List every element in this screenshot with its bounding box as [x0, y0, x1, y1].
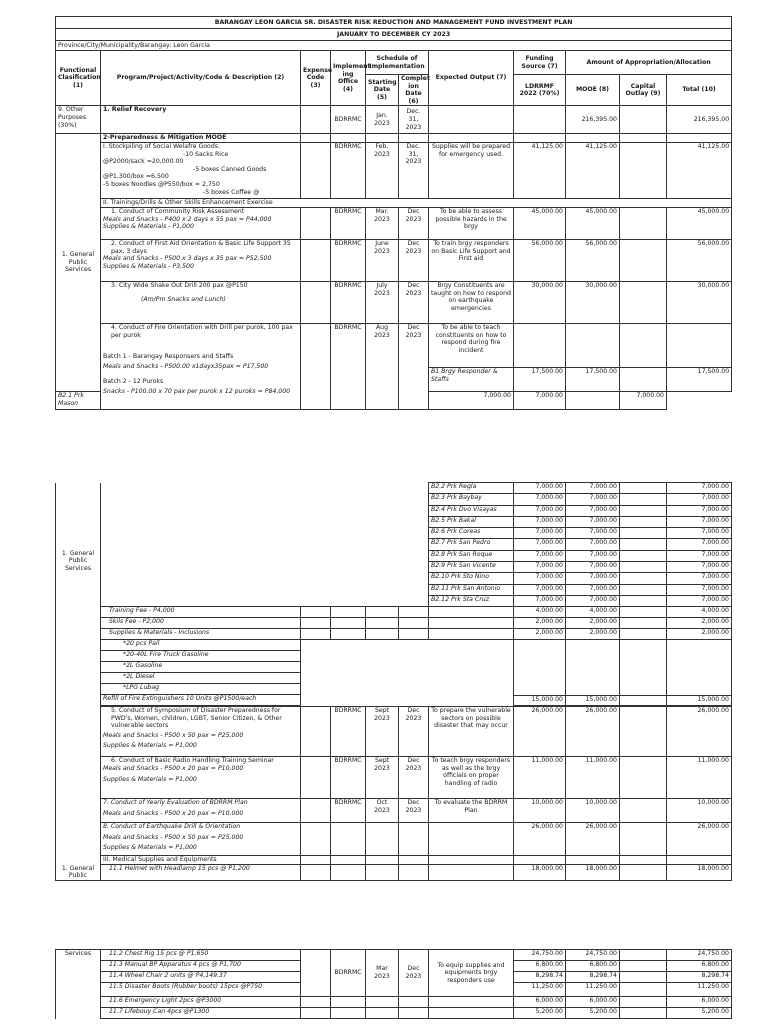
table-cell: BDRRMC [331, 281, 366, 323]
table-cell: 5,200.00 [514, 1008, 566, 1019]
table-cell: BDRRMC [331, 106, 366, 134]
table-cell: BDRRMC [331, 142, 366, 198]
table-cell: 7,000.00 [514, 505, 566, 516]
table-cell: 41,125.00 [566, 142, 620, 198]
col-capital: Capital Outlay (9) [620, 75, 667, 106]
table-cell: 2,000.00 [514, 629, 566, 640]
plan-title: BARANGAY LEON GARCIA SR. DISASTER RISK REDUCTION AND MANAGEMENT FUND INVESTMENT PLAN [56, 17, 732, 29]
table-cell: 6,800.00 [566, 961, 620, 972]
table-cell: Oct 2023 [366, 799, 399, 823]
table-cell: To evaluate the BDRRM Plan [429, 799, 514, 823]
table-cell: To train brgy responders on Basic Life Support and First aid [429, 239, 514, 281]
table-cell: 45,000.00 [514, 207, 566, 239]
table-cell: Dec. 31, 2023 [399, 142, 429, 198]
table-cell: 17,500.00 [667, 367, 732, 391]
table-cell: 8. Conduct of Earthquake Drill & Orientation [103, 823, 241, 831]
table-cell: 2,000.00 [667, 629, 732, 640]
table-cell: 24,750.00 [566, 950, 620, 961]
table-cell: 26,000.00 [566, 707, 620, 757]
table-cell: B2.5 Prk Bakal [429, 516, 514, 527]
col-total: Total (10) [667, 75, 732, 106]
table-cell: 26,000.00 [514, 707, 566, 757]
table-cell: 7,000.00 [566, 595, 620, 606]
table-cell: 7,000.00 [667, 483, 732, 494]
program-risk-assessment [101, 207, 301, 239]
col-completion: Complet ion Date (6) [399, 75, 429, 106]
table-cell: 8,298.74 [514, 972, 566, 983]
table-cell: Meals and Snacks - P500 x 3 days x 35 pax = P52,500 [103, 255, 272, 263]
table-cell: 3. City Wide Shake Out Drill 200 pax @P150 [111, 281, 248, 289]
table-cell: Supplies & Materials = P1,000 [103, 776, 197, 784]
plan-table-continued [55, 482, 732, 706]
table-cell: 15,000.00 [667, 696, 732, 707]
table-cell: B2.8 Prk San Roque [429, 550, 514, 561]
table-row [56, 198, 732, 207]
table-cell: Supplies & Materials = P1,000 [103, 844, 197, 852]
table-cell: 5,200.00 [566, 1008, 620, 1019]
table-cell: 7,000.00 [566, 516, 620, 527]
table-row [56, 618, 732, 629]
table-cell: 7,000.00 [566, 584, 620, 595]
program-fire-orientation [101, 323, 301, 409]
func-other-purposes: 9. Other Purposes (30%) [56, 106, 101, 134]
table-cell: 11.3 Manual BP Apparatus 4 pcs @ P1,700 [101, 961, 301, 972]
program-shake-out-drill [101, 281, 301, 323]
table-cell: 45,000.00 [566, 207, 620, 239]
table-cell: 4,000.00 [667, 607, 732, 618]
table-cell: Jan. 2023 [366, 106, 399, 134]
program-relief: 1. Relief Recovery [101, 106, 301, 134]
table-cell: 17,500.00 [514, 367, 566, 391]
program-stockpile [101, 142, 301, 198]
table-cell: Supplies will be prepared for emergency used. [429, 142, 514, 198]
table-cell: -10 Sacks Rice [183, 150, 229, 158]
table-cell: Dec 2023 [399, 281, 429, 323]
table-cell: *2L Diesel [101, 673, 301, 684]
table-cell: Meals and Snacks - P500.00 x1dayx35pax = P17,500 [103, 362, 269, 370]
table-cell: 2,000.00 [566, 629, 620, 640]
table-row [56, 823, 732, 856]
table-cell: 18,000.00 [514, 865, 566, 881]
table-cell: 7,000.00 [514, 483, 566, 494]
table-cell: 7,000.00 [667, 550, 732, 561]
table-cell: 30,000.00 [566, 281, 620, 323]
table-cell: 15,000.00 [514, 696, 566, 707]
table-cell: 7. Conduct of Yearly Evaluation of BDRRM Plan [103, 799, 248, 807]
table-cell: 2,000.00 [667, 618, 732, 629]
table-cell: Dec 2023 [399, 323, 429, 409]
table-cell: Meals and Snacks - P500 x 20 pax = P10,000 [103, 764, 244, 772]
table-cell: 7,000.00 [667, 584, 732, 595]
table-cell: *20-40L Fire Truck Gasoline [101, 651, 301, 662]
table-cell: 7,000.00 [514, 516, 566, 527]
table-cell: 5,200.00 [667, 1008, 732, 1019]
table-cell: (Am/Pm Snacks and Lunch) [141, 295, 226, 303]
table-cell: To equip supplies and equipments brgy responders use [429, 950, 514, 997]
table-cell: 7,000.00 [514, 562, 566, 573]
col-start: Starting Date (5) [366, 75, 399, 106]
table-cell: 6. Conduct of Basic Radio Handling Training Seminar [111, 757, 274, 765]
table-cell: 24,750.00 [514, 950, 566, 961]
table-cell: 11,000.00 [566, 757, 620, 799]
table-cell: 24,750.00 [667, 950, 732, 961]
table-cell: 11,250.00 [667, 983, 732, 997]
table-cell: Supplies & Materials = P1,000 [103, 741, 197, 749]
table-cell: Meals and Snacks - P500 x 50 pax = P25,000 [103, 833, 244, 841]
table-cell: B2.3 Prk Baybay [429, 494, 514, 505]
table-row [56, 323, 732, 367]
table-cell: 7,000.00 [514, 391, 566, 409]
table-cell: Mar. 2023 [366, 207, 399, 239]
table-cell: 7,000.00 [667, 494, 732, 505]
table-cell: 10,000.00 [667, 799, 732, 823]
table-cell: 7,000.00 [514, 528, 566, 539]
table-cell: 4,000.00 [566, 607, 620, 618]
plan-table-activities [55, 695, 732, 881]
table-cell: Meals and Snacks - P400 x 2 days x 55 pax = P44,000 [103, 215, 272, 223]
table-cell: BDRRMC [331, 207, 366, 239]
table-row [56, 239, 732, 281]
table-cell: 7,000.00 [566, 483, 620, 494]
table-cell: Dec 2023 [399, 207, 429, 239]
table-cell: 7,000.00 [514, 573, 566, 584]
table-cell: 45,000.00 [667, 207, 732, 239]
table-cell: 7,000.00 [514, 550, 566, 561]
table-cell: B2.4 Prk Dvo Visayas [429, 505, 514, 516]
func-general-public-short: 1. General Public [56, 865, 101, 881]
table-cell: BDRRMC [331, 950, 366, 997]
program-bdrrm-evaluation [101, 799, 301, 823]
table-cell: 6,000.00 [566, 997, 620, 1008]
table-cell: 7,000.00 [566, 494, 620, 505]
table-row [56, 134, 732, 143]
table-row [56, 757, 732, 799]
list-item [56, 640, 732, 651]
table-cell: 56,000.00 [514, 239, 566, 281]
table-cell: 56,000.00 [566, 239, 620, 281]
table-cell: 10,000.00 [514, 799, 566, 823]
table-row [56, 106, 732, 134]
table-cell: Refill of Fire Extinguishers 10 Units @P1500/each [101, 695, 301, 706]
table-cell: 6,800.00 [514, 961, 566, 972]
table-cell: Sept 2023 [366, 757, 399, 799]
table-cell: Dec 2023 [399, 799, 429, 823]
program-first-aid [101, 239, 301, 281]
table-cell: 7,000.00 [667, 505, 732, 516]
table-cell: *20 pcs Pail [101, 640, 301, 651]
table-row [56, 607, 732, 618]
table-cell: 216,395.00 [566, 106, 620, 134]
table-cell: Sept 2023 [366, 707, 399, 757]
table-cell: 7,000.00 [667, 528, 732, 539]
table-cell: *LPG Lubag [101, 684, 301, 695]
table-cell: 7,000.00 [514, 595, 566, 606]
table-cell: 7,000.00 [514, 584, 566, 595]
table-cell: 11.5 Disaster Boots (Rubber boots) 15pcs @P750 [101, 983, 301, 997]
col-output: Expected Output (7) [429, 51, 514, 106]
table-cell: 2,000.00 [566, 618, 620, 629]
col-functional: Functional Clasification (1) [56, 51, 101, 106]
table-cell: 4,000.00 [514, 607, 566, 618]
table-cell: 7,000.00 [566, 550, 620, 561]
col-ldrrmf: LDRRMF 2022 (70%) [514, 75, 566, 106]
func-services: Services [56, 950, 101, 1019]
table-cell: I. Stockpiling of Social Welafre Goods: [103, 142, 221, 150]
col-appropriation: Amount of Appropriation/Allocation [566, 51, 732, 75]
table-cell: Dec. 31, 2023 [399, 106, 429, 134]
table-cell: B2.1 Prk Mason [56, 391, 101, 409]
table-cell: BDRRMC [331, 707, 366, 757]
table-row [56, 799, 732, 823]
table-cell: To teach brgy responders as well as the brgy officials on proper handling of radio [429, 757, 514, 799]
table-cell: 7,000.00 [566, 573, 620, 584]
program-radio-handling [101, 757, 301, 799]
table-cell: 10,000.00 [566, 799, 620, 823]
program-earthquake-drill [101, 823, 301, 856]
func-general-public: 1. General Public Services [56, 134, 101, 392]
func-general-public: 1. General Public Services [56, 483, 101, 640]
table-cell: B1 Brgy Responder & Staffs [429, 367, 514, 391]
table-cell: 6,800.00 [667, 961, 732, 972]
table-row [56, 142, 732, 198]
table-cell: Dec 2023 [399, 239, 429, 281]
table-cell: 7,000.00 [429, 391, 514, 409]
col-office: Implement ing Office (4) [331, 51, 366, 106]
table-cell: Mar 2023 [366, 950, 399, 997]
table-cell: Batch 1 - Barangay Responsers and Staffs [103, 353, 234, 361]
table-cell: 7,000.00 [667, 562, 732, 573]
table-cell: BDRRMC [331, 239, 366, 281]
table-cell: Meals and Snacks - P500 x 20 pax = P10,000 [103, 809, 244, 817]
table-cell: Supplies & Materials - P3,500 [103, 262, 194, 270]
table-cell: B2.9 Prk San Vicente [429, 562, 514, 573]
table-row [56, 707, 732, 757]
table-cell: 11,250.00 [514, 983, 566, 997]
table-cell: 6,000.00 [514, 997, 566, 1008]
table-cell: -5 boxes Canned Goods [193, 165, 267, 173]
plan-location: Province/City/Municipality/Barangay: Leon Garcia [56, 41, 732, 51]
table-cell: 7,000.00 [566, 562, 620, 573]
table-cell: B2.7 Prk San Pedro [429, 539, 514, 550]
table-cell: 26,000.00 [667, 707, 732, 757]
table-cell: 7,000.00 [566, 505, 620, 516]
table-cell: 2,000.00 [514, 618, 566, 629]
table-row [56, 856, 732, 865]
col-program: Program/Project/Activity/Code & Description (2) [101, 51, 301, 106]
table-cell: 216,395.00 [667, 106, 732, 134]
table-cell: To prepare the vulnerable sectors on possible disaster that may occur [429, 707, 514, 757]
table-cell: Snacks - P100.00 x 70 pax per purok x 12 puroks = P84,000 [103, 387, 291, 395]
table-cell: 17,500.00 [566, 367, 620, 391]
table-row [56, 281, 732, 323]
table-cell: 7,000.00 [667, 539, 732, 550]
table-cell: 41,125.00 [667, 142, 732, 198]
prep-title: 2-Preparedness & Mitigation MOOE [101, 134, 301, 143]
table-cell: 2. Conduct of First Aid Orientation & Basic Life Support 35 pax, 3 days [111, 239, 293, 255]
table-cell: 7,000.00 [620, 391, 667, 409]
program-symposium [101, 707, 301, 757]
table-cell: B2.10 Prk Sto Nino [429, 573, 514, 584]
table-cell: B2.12 Prk Sta Cruz [429, 595, 514, 606]
table-row [56, 207, 732, 239]
table-cell: 8,298.74 [566, 972, 620, 983]
table-cell: B2.2 Prk Regla [429, 483, 514, 494]
table-cell: @P1,300/box =6,500 [103, 173, 169, 181]
table-cell: 30,000.00 [667, 281, 732, 323]
table-cell: 18,000.00 [566, 865, 620, 881]
table-cell: 11.2 Chest Rig 15 pcs @ P1,650 [101, 950, 301, 961]
table-row [56, 1008, 732, 1019]
table-cell: Supplies & Materials - P1,000 [103, 223, 194, 231]
table-cell: 26,000.00 [667, 823, 732, 856]
table-cell: Meals and Snacks - P500 x 50 pax = P25,000 [103, 732, 244, 740]
table-cell: 7,000.00 [514, 494, 566, 505]
plan-period: JANUARY TO DECEMBER CY 2023 [56, 29, 732, 41]
table-cell: 7,000.00 [667, 595, 732, 606]
col-funding: Funding Source (7) [514, 51, 566, 75]
table-cell: Skils Fee - P2,000 [101, 618, 301, 629]
table-cell: 7,000.00 [566, 539, 620, 550]
plan-page-2 [55, 482, 731, 881]
table-cell: 15,000.00 [566, 696, 620, 707]
table-row [56, 865, 732, 881]
table-cell: 41,125.00 [514, 142, 566, 198]
table-cell: To be able to teach constituents on how to respond during fire incident [429, 323, 514, 367]
table-cell: 7,000.00 [667, 573, 732, 584]
table-cell: 30,000.00 [514, 281, 566, 323]
table-cell: Brgy Constituents are taught on how to respond on earthquake emergencies [429, 281, 514, 323]
medical-title: III. Medical Supplies and Equipments [101, 856, 301, 865]
table-cell: Training Fee - P4,000 [101, 607, 301, 618]
table-cell: 26,000.00 [514, 823, 566, 856]
table-cell: 7,000.00 [514, 539, 566, 550]
table-cell: June 2023 [366, 239, 399, 281]
table-cell: 26,000.00 [566, 823, 620, 856]
table-cell: BDRRMC [331, 323, 366, 409]
table-cell: 11.1 Helmet with Headlamp 15 pcs @ P1,200 [101, 865, 301, 881]
table-cell: @P2000/sack =20,000.00 [103, 158, 184, 166]
table-cell: Feb. 2023 [366, 142, 399, 198]
plan-page-3 [55, 949, 731, 1019]
table-cell: Dec 2023 [399, 950, 429, 997]
table-cell: 1. Conduct of Community Risk Assessment [111, 207, 245, 215]
table-cell: 4. Conduct of Fire Orientation with Drill per purok, 100 pax per purok [111, 323, 295, 339]
plan-table-medical [55, 949, 732, 1019]
table-cell: July 2023 [366, 281, 399, 323]
table-cell: Supplies & Materials - Inclusions [101, 629, 301, 640]
table-cell: 56,000.00 [667, 239, 732, 281]
table-row [56, 950, 732, 961]
trainings-title: II. Trainings/Drills & Other Skills Enhancement Exercise [101, 198, 732, 207]
table-cell: B2.6 Prk Coreas [429, 528, 514, 539]
plan-page-1 [55, 16, 731, 410]
table-cell: 11,000.00 [514, 757, 566, 799]
table-row [56, 997, 732, 1008]
table-cell: BDRRMC [331, 799, 366, 823]
table-cell: Dec 2023 [399, 707, 429, 757]
table-cell: 7,000.00 [566, 528, 620, 539]
table-row [56, 483, 732, 494]
table-cell: Dec 2023 [399, 757, 429, 799]
table-cell: 11.7 Lifebouy Can 4pcs @P1300 [101, 1008, 301, 1019]
col-expense: Expense Code (3) [301, 51, 331, 106]
table-cell: -5 boxes Coffee @ [203, 188, 260, 196]
table-cell: 11,250.00 [566, 983, 620, 997]
table-row [56, 629, 732, 640]
col-schedule: Schedule of Implementation [366, 51, 429, 75]
table-cell: B2.11 Prk San Antonio [429, 584, 514, 595]
table-cell: 6,000.00 [667, 997, 732, 1008]
table-cell: To be able to assess possible hazards in the brgy [429, 207, 514, 239]
table-cell: Aug 2023 [366, 323, 399, 409]
table-cell: BDRRMC [331, 757, 366, 799]
table-cell: 11.6 Emergency Light 2pcs @P3000 [101, 997, 301, 1008]
table-cell: -5 boxes Noodles @P550/box = 2,750 [103, 180, 220, 188]
table-cell: 11,000.00 [667, 757, 732, 799]
table-cell: 7,000.00 [667, 516, 732, 527]
table-cell: *2L Gasoline [101, 662, 301, 673]
plan-header-table [55, 16, 732, 410]
table-cell: 11.4 Wheel Chair 2 units @ P4,149.37 [101, 972, 301, 983]
table-cell: Batch 2 - 12 Puroks [103, 378, 164, 386]
table-cell: 8,298.74 [667, 972, 732, 983]
table-cell: 5. Conduct of Symposium of Disaster Preparedness for PWD's, Women, children, LGBT, Senior Citizen, & Other vulnerable sectors [111, 707, 284, 730]
table-cell: 18,000.00 [667, 865, 732, 881]
col-mooe: MOOE (8) [566, 75, 620, 106]
